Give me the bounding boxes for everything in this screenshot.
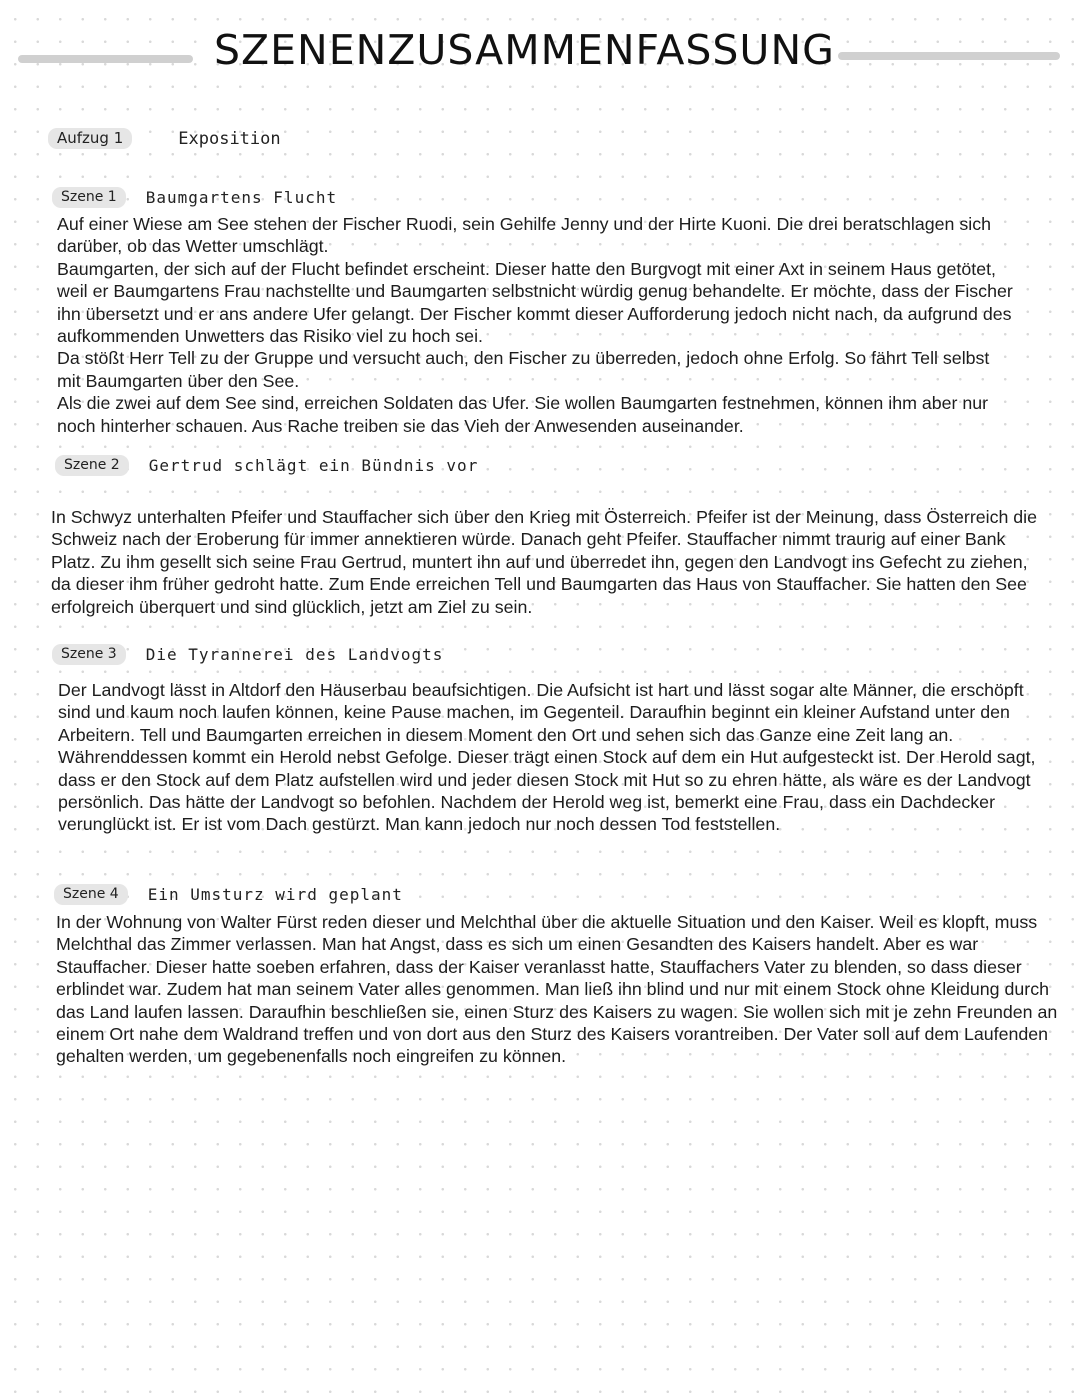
scene-2-title: Gertrud schlägt ein Bündnis vor xyxy=(148,456,479,475)
title-rule-left xyxy=(18,55,193,63)
scene-3-text: Der Landvogt lässt in Altdorf den Häuserbau beaufsichtigen. Die Aufsicht ist hart und lässt sogar alte Männer, die erschöpft sind und kaum noch laufen können, keine Pause machen, im Gegenteil. Daraufhin beginnt ein kleiner Aufstand unter den Arbeitern. Tell und Baumgarten erreichen in diesem Moment den Ort und sehen sich das Ganze eine Zeit lang an. Währenddessen kommt ein Herold nebst Gefolge. Dieser trägt einen Stock auf dem ein Hut aufgesteckt ist. Der Herold sagt, dass er den Stock auf dem Platz aufstellen wird und jeder diesen Stock mit Hut so zu ehren hätte, als wäre es der Landvogt persönlich. Das hätte der Landvogt so befohlen. Nachdem der Herold weg ist, bemerkt eine Frau, dass ein Dachdecker verunglückt ist. Er ist vom Dach gestürzt. Man kann jedoch nur noch dessen Tod feststellen. xyxy=(58,680,1036,835)
scene-1-text: Auf einer Wiese am See stehen der Fischer Ruodi, sein Gehilfe Jenny und der Hirte Kuoni. Die drei beratschlagen sich darüber, ob das Wetter umschlägt. Baumgarten, der sich auf der Flucht befindet erscheint. Dieser hatte den Burgvogt mit einer Axt in seinem Haus getötet, weil er Baumgartens Frau nachstellte und Baumgarten selbstnicht würdig genug behandelte. Er möchte, dass der Fischer ihn übersetzt und er ans andere Ufer gelangt. Der Fischer kommt dieser Aufforderung jedoch nicht nach, da aufgrund des aufkommenden Unwetters das Risiko viel zu hoch sei. Da stößt Herr Tell zu der Gruppe und versucht auch, den Fischer zu überreden, jedoch ohne Erfolg. So fährt Tell selbst mit Baumgarten über den See. Als die zwei auf dem See sind, erreichen Soldaten das Ufer. Sie wollen Baumgarten festnehmen, können ihm aber nur noch hinterher schauen. Aus Rache treiben sie das Vieh der Anwesenden auseinander. xyxy=(57,214,1013,436)
scene-3-heading xyxy=(52,644,443,665)
scene-4-text: In der Wohnung von Walter Fürst reden dieser und Melchthal über die aktuelle Situation und den Kaiser. Weil es klopft, muss Melchthal das Zimmer verlassen. Man hat Angst, dass es sich um einen Gesandten des Kaisers handelt. Aber es war Stauffacher. Dieser hatte soeben erfahren, dass der Kaiser veranlasst hatte, Stauffachers Vater zu blenden, so dass dieser erblindet war. Zudem hat man seinem Vater alles genommen. Man ließ ihn blind und nur mit einem Stock ohne Kleidung durch das Land laufen lassen. Daraufhin beschließen sie, einen Sturz des Kaisers zu wagen. Sie wollen sich mit je zehn Freunden an einem Ort nahe dem Waldrand treffen und von dort aus den Sturz des Kaisers vorantreiben. Der Vater soll auf dem Laufenden gehalten werden, um gegebenenfalls noch eingreifen zu können. xyxy=(56,912,1058,1067)
scene-4-label: Szene 4 xyxy=(54,884,128,905)
scene-4-title: Ein Umsturz wird geplant xyxy=(147,885,403,904)
scene-4-heading xyxy=(54,884,403,905)
scene-1-title: Baumgartens Flucht xyxy=(145,188,338,207)
scene-3-title: Die Tyrannerei des Landvogts xyxy=(145,645,444,664)
scene-2-text: In Schwyz unterhalten Pfeifer und Stauffacher sich über den Krieg mit Österreich. Pfeifer ist der Meinung, dass Österreich die Schweiz nach der Eroberung für immer annektieren würde. Danach geht Pfeifer. Stauffacher nimmt traurig auf einer Bank Platz. Zu ihm gesellt sich seine Frau Gertrud, muntert ihn auf und überredet ihn, gegen den Landvogt ins Gefecht zu ziehen, da dieser ihm früher gedroht hatte. Zum Ende erreichen Tell und Baumgarten das Haus von Stauffacher. Sie hatten den See erfolgreich überquert und sind glücklich, jetzt am Ziel zu sein. xyxy=(51,507,1038,617)
scene-1-label: Szene 1 xyxy=(52,187,126,208)
act-label: Aufzug 1 xyxy=(48,128,132,149)
scene-2-label: Szene 2 xyxy=(55,455,129,476)
act-title: Exposition xyxy=(178,128,281,149)
page-title: SZENENZUSAMMENFASSUNG xyxy=(214,26,835,74)
scene-2-heading xyxy=(55,455,478,476)
scene-3-label: Szene 3 xyxy=(52,644,126,665)
act-heading xyxy=(48,128,281,149)
scene-1-heading xyxy=(52,187,337,208)
title-rule-right xyxy=(838,52,1060,60)
